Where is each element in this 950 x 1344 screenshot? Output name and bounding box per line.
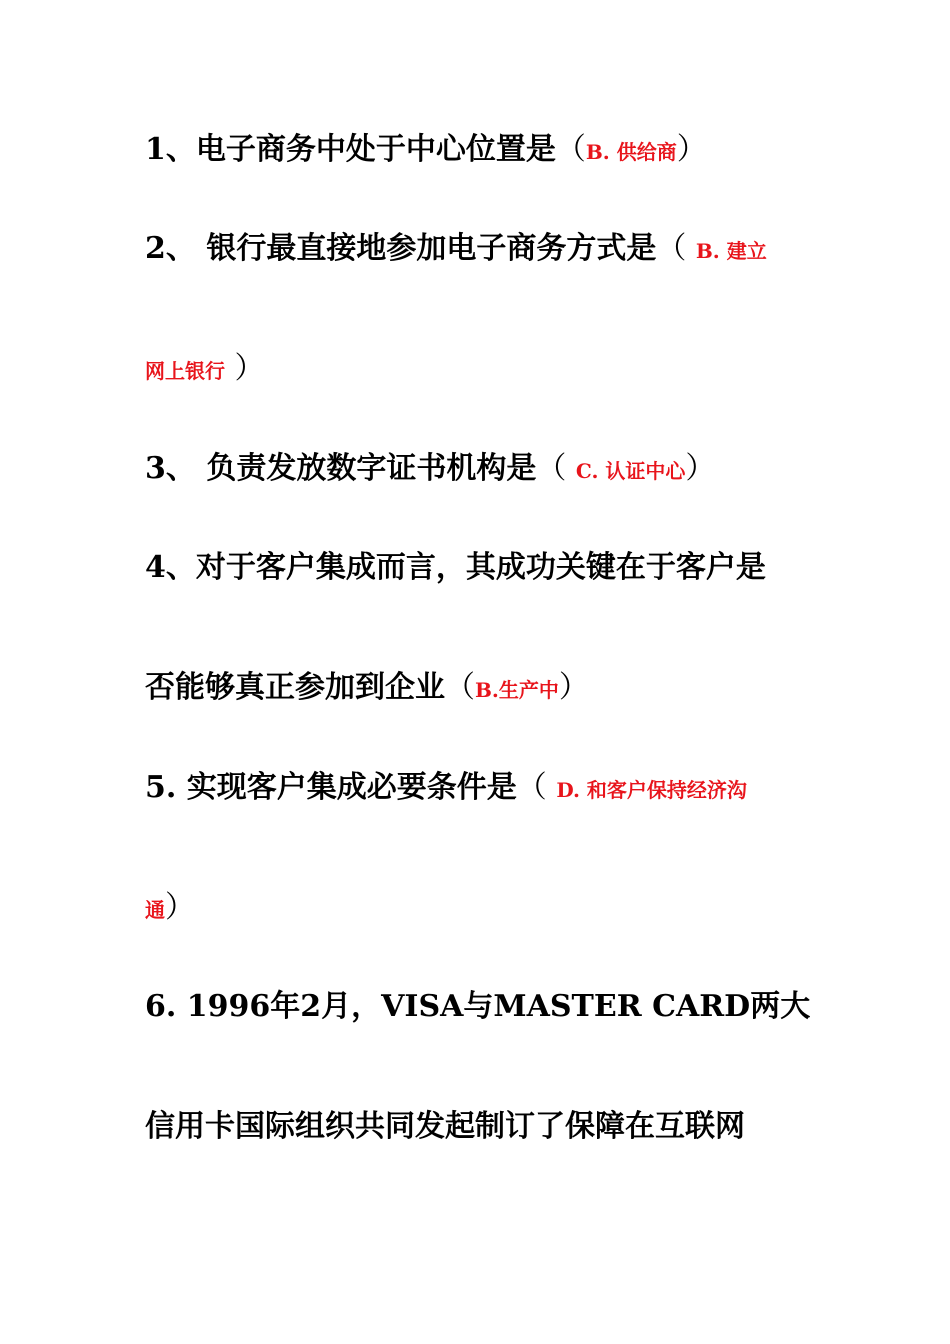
close-paren: ） (558, 670, 589, 705)
question-4-line-2 (145, 668, 589, 710)
question-5-line-2 (145, 888, 195, 930)
close-paren: ） (685, 451, 716, 486)
question-4-line-1 (145, 548, 766, 588)
open-paren: （ (445, 670, 475, 705)
question-2-line-1 (145, 229, 767, 271)
answer-text: B. 供给商 (585, 140, 677, 164)
open-paren: （ (536, 451, 576, 486)
answer-text: 网上银行 (145, 359, 225, 383)
question-text: 2、 银行最直接地参加电子商务方式是 (145, 231, 657, 266)
open-paren: （ (656, 231, 696, 266)
question-text: 4、对于客户集成而言，其成功关键在于客户是 (145, 550, 766, 585)
question-6-line-1 (145, 987, 810, 1027)
answer-text: B. 建立 (695, 239, 767, 263)
question-text: 信用卡国际组织共同发起制订了保障在互联网 (145, 1109, 745, 1144)
open-paren: （ (555, 132, 586, 167)
answer-text: C. 认证中心 (575, 459, 686, 483)
open-paren: （ (516, 770, 557, 805)
question-1-line-1 (145, 130, 707, 172)
question-3-line-1 (145, 449, 715, 491)
question-6-line-2 (145, 1107, 745, 1147)
question-text: 3、 负责发放数字证书机构是 (145, 451, 537, 486)
close-paren: ） (676, 132, 707, 167)
close-paren: ） (225, 351, 265, 386)
answer-text: D. 和客户保持经济沟 (556, 778, 747, 802)
question-text: 6. 1996年2月，VISA与MASTER CARD两大 (145, 989, 811, 1024)
answer-text: 通 (145, 898, 165, 922)
answer-text: B.生产中 (475, 678, 559, 702)
question-text: 否能够真正参加到企业 (145, 670, 445, 705)
close-paren: ） (165, 890, 195, 925)
question-5-line-1 (145, 768, 747, 810)
question-2-line-2 (145, 349, 265, 391)
question-text: 5. 实现客户集成必要条件是 (145, 770, 517, 805)
question-text: 1、电子商务中处于中心位置是 (145, 132, 556, 167)
